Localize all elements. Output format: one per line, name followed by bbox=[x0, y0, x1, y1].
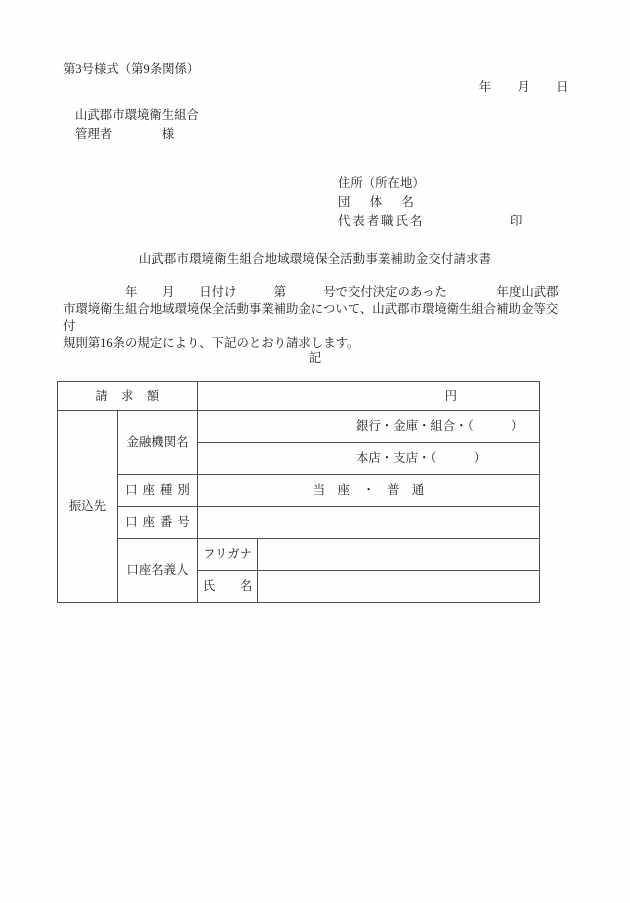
claim-amount-label: 請 求 額 bbox=[58, 382, 198, 411]
table-row bbox=[58, 475, 540, 507]
table-row bbox=[58, 411, 540, 443]
sender-representative-label: 代表者職氏名 bbox=[338, 214, 425, 229]
claim-amount-value-cell: 円 bbox=[198, 382, 540, 411]
account-number-value-cell bbox=[198, 507, 540, 539]
holder-name-value-cell bbox=[258, 571, 540, 603]
sender-block bbox=[338, 174, 523, 232]
sender-representative-line bbox=[338, 212, 523, 231]
bank-type-cell: 銀行・金庫・組合・（ ） bbox=[198, 411, 540, 443]
table-row bbox=[58, 507, 540, 539]
sender-address-label: 住所（所在地） bbox=[338, 176, 425, 190]
body-line: 市環境衛生組合地域環境保全活動事業補助金について、山武郡市環境衛生組合補助金等交付 bbox=[63, 302, 559, 333]
table-row bbox=[58, 539, 540, 571]
account-type-value-cell: 当 座 ・ 普 通 bbox=[198, 475, 540, 507]
date-line: 年 月 日 bbox=[478, 80, 569, 94]
financial-institution-label: 金融機関名 bbox=[118, 411, 198, 475]
branch-type-cell: 本店・支店・（ ） bbox=[198, 443, 540, 475]
furigana-label: フリガナ bbox=[198, 539, 258, 571]
holder-name-label: 氏 名 bbox=[198, 571, 258, 603]
transfer-destination-label: 振込先 bbox=[58, 411, 118, 603]
body-line: 年 月 日付け 第 号で交付決定のあった 年度山武郡 bbox=[63, 285, 559, 299]
account-holder-label: 口座名義人 bbox=[118, 539, 198, 603]
account-number-label: 口座番号 bbox=[118, 507, 198, 539]
form-number: 第3号様式（第9条関係） bbox=[63, 62, 200, 76]
addressee-block bbox=[75, 106, 199, 144]
claim-table bbox=[57, 381, 540, 603]
account-type-label: 口座種別 bbox=[118, 475, 198, 507]
seal-mark: 印 bbox=[510, 214, 523, 229]
addressee-title: 管理者 様 bbox=[75, 127, 175, 141]
body-paragraph bbox=[63, 284, 569, 352]
table-row bbox=[58, 382, 540, 411]
ki-heading: 記 bbox=[308, 351, 322, 365]
document-title: 山武郡市環境衛生組合地域環境保全活動事業補助金交付請求書 bbox=[138, 252, 492, 266]
furigana-value-cell bbox=[258, 539, 540, 571]
addressee-organization: 山武郡市環境衛生組合 bbox=[75, 108, 199, 122]
sender-organization-label: 団 体 名 bbox=[338, 195, 418, 210]
body-line: 規則第16条の規定により、下記のとおり請求します。 bbox=[63, 336, 360, 350]
